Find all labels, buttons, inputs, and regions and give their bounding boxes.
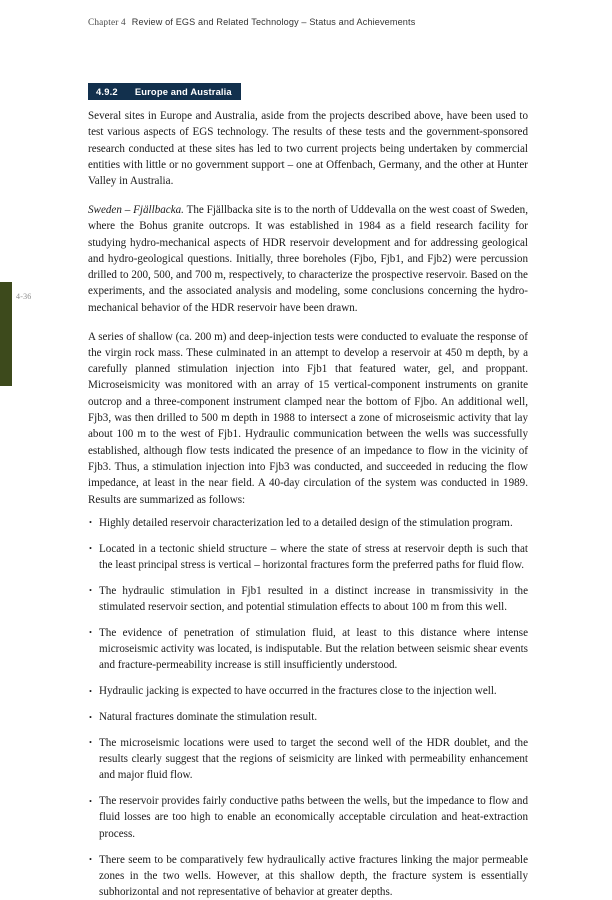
list-item bbox=[88, 709, 528, 725]
paragraph-lead-italic: Sweden – Fjällbacka. bbox=[88, 203, 184, 216]
list-item-text: Highly detailed reservoir characterization led to a detailed design of the stimulation program. bbox=[99, 516, 513, 529]
list-item bbox=[88, 541, 528, 574]
list-item-text: Natural fractures dominate the stimulation result. bbox=[99, 711, 318, 723]
paragraph-tests: A series of shallow (ca. 200 m) and deep-injection tests were conducted to evaluate the response of the virgin rock mass. These culminated in an attempt to develop a reservoir at 450 m depth, by a carefully planned stimulation injection into Fjb1 that featured water, gel, and proppant. Microseismicity was monitored with an array of 15 vertical-component instruments on granite outcrop and a three-component instrument clamped near the bottom of Fjbo. An additional well, Fjb3, was then drilled to 500 m depth in 1988 to intersect a zone of microseismic activity that lay about 100 m to the west of Fjb1. Hydraulic communication between the wells was successfully established, although flow tests indicated the presence of an impedance to flow in the vicinity of Fjb3. Thus, a stimulation injection into Fjb3 was conducted, and succeeded in reducing the flow impedance, at least in the near field. A 40-day circulation of the system was conducted in 1989. Results are summarized as follows: bbox=[88, 330, 528, 506]
page-number: 4-36 bbox=[16, 292, 32, 301]
section-heading-bar bbox=[88, 83, 241, 100]
running-header-chapter: Chapter 4 bbox=[88, 18, 126, 28]
paragraph-fjallbacka-text: The Fjällbacka site is to the north of Uddevalla on the west coast of Sweden, where the Bohus granite outcrops. It was established in 1984 as a field research facility for studying hydro-mechanical aspects of HDR reservoir development and for addressing geological and hydro-geological questions. Initially, three boreholes (Fjbo, Fjb1, and Fjb2) were percussion drilled to 200, 500, and 700 m, respectively, to characterize the prospective reservoir. Based on the experiments, and the associated analysis and modeling, some conclusions concerning the hydro-mechanical behavior of the HDR reservoir have been drawn. bbox=[88, 203, 528, 314]
paragraph-fjallbacka bbox=[88, 202, 528, 316]
section-title: Europe and Australia bbox=[134, 86, 232, 97]
page-body bbox=[88, 108, 528, 900]
list-item-text: There seem to be comparatively few hydraulically active fractures linking the major permeable zones in the two wells. However, at this shallow depth, the fracture system is essentially subhorizontal and not representative of behavior at greater depths. bbox=[99, 853, 528, 899]
list-item bbox=[88, 852, 528, 900]
list-item-text: The reservoir provides fairly conductive paths between the wells, but the impedance to flow and fluid losses are too high to enable an economically acceptable circulation and heat-extraction process. bbox=[99, 795, 528, 840]
running-header-title: Review of EGS and Related Technology – Status and Achievements bbox=[131, 17, 416, 27]
list-item bbox=[88, 793, 528, 842]
results-bullet-list bbox=[88, 515, 528, 900]
list-item-text: The evidence of penetration of stimulation fluid, at least to this distance where intense microseismic activity was located, is indisputable. But the relation between seismic shear events and fracture-permeability increase is still insufficiently understood. bbox=[99, 626, 528, 672]
list-item bbox=[88, 625, 528, 674]
section-number: 4.9.2 bbox=[96, 86, 118, 97]
list-item bbox=[88, 583, 528, 616]
list-item bbox=[88, 683, 528, 699]
list-item-text: Hydraulic jacking is expected to have occurred in the fractures close to the injection well. bbox=[99, 685, 497, 698]
list-item-text: The hydraulic stimulation in Fjb1 resulted in a distinct increase in transmissivity in the stimulated reservoir section, and potential stimulation effects to about 100 m from this well. bbox=[99, 584, 528, 614]
paragraph-intro: Several sites in Europe and Australia, aside from the projects described above, have been used to test various aspects of EGS technology. The results of these tests and the government-sponsored research conducted at these sites has led to two current projects being undertaken by commercial entities with little or no government support – one at Offenbach, Germany, and the other at Hunter Valley in Australia. bbox=[88, 110, 528, 188]
list-item bbox=[88, 515, 528, 531]
running-header bbox=[88, 17, 528, 28]
chapter-edge-tab bbox=[0, 282, 12, 386]
list-item-text: The microseismic locations were used to target the second well of the HDR doublet, and the results clearly suggest that the regions of seismicity are linked with permeability enhancement and major fluid flow. bbox=[99, 736, 528, 782]
list-item-text: Located in a tectonic shield structure – where the state of stress at reservoir depth is such that the least principal stress is vertical – horizontal fractures form the preferred paths for fluid flow. bbox=[99, 542, 528, 571]
list-item bbox=[88, 735, 528, 784]
